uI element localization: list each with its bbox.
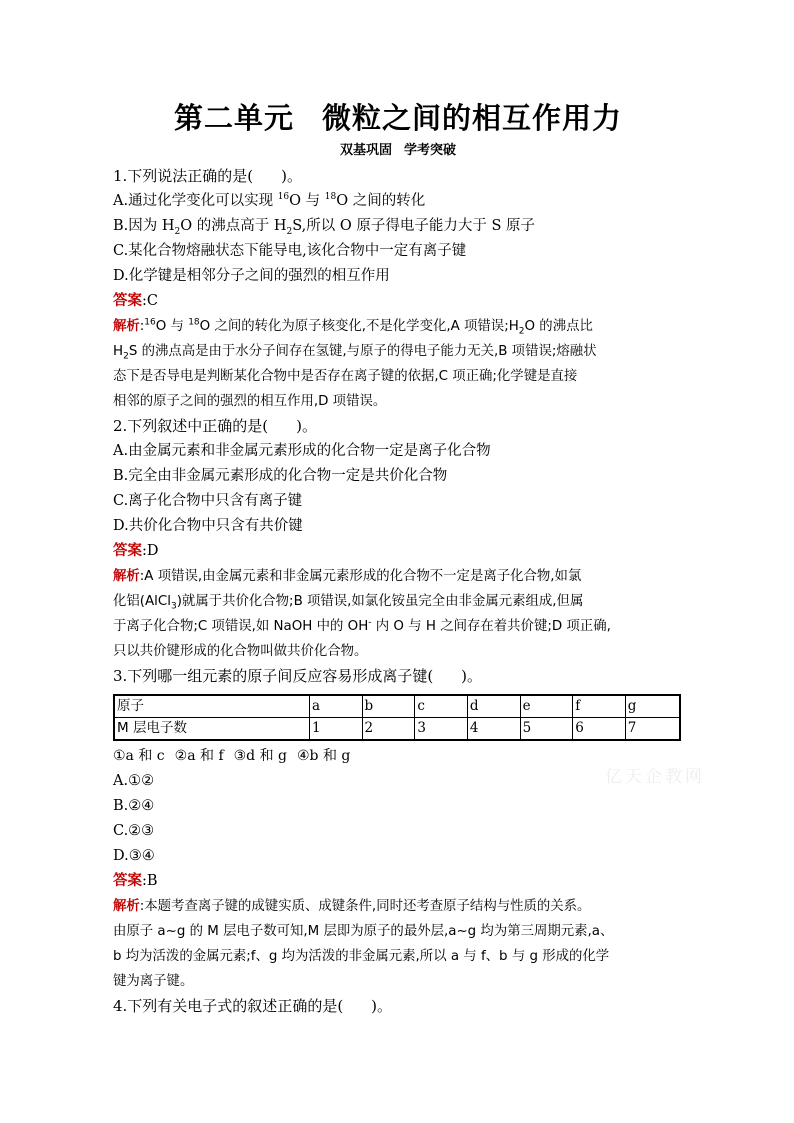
analysis-line: 键为离子键。	[113, 974, 194, 989]
choice-item: ②a 和 f	[174, 748, 224, 764]
answer-line	[113, 869, 683, 894]
option-d: D.化学键是相邻分子之间的强烈的相互作用	[113, 268, 390, 284]
table-cell: c	[415, 695, 468, 718]
option-b: B.因为 $H_2O$ 的沸点高于 $H_2S$,所以 O 原子得电子能力大于 S 原子	[113, 218, 536, 237]
question-stem: 4.下列有关电子式的叙述正确的是( )。	[113, 997, 393, 1015]
analysis-line: 解析:$^{16}$O 与 $^{18}$O 之间的转化为原子核变化,不是化学变化,A 项错误$;H_2O$ 的沸点比	[113, 317, 593, 337]
answer-label: 答案	[113, 543, 142, 559]
table-cell: b	[362, 695, 415, 718]
analysis-block	[113, 564, 683, 664]
analysis-line: 于离子化合物;C 项错误,如 NaOH 中的 OH- 内 O 与 H 之间存在着共价键;D 项正确,	[113, 617, 611, 634]
option-a: A.由金属元素和非金属元素形成的化合物一定是离子化合物	[113, 443, 491, 459]
option-c: C.离子化合物中只含有离子键	[113, 493, 303, 509]
analysis-line: 相邻的原子之间的强烈的相互作用,D 项错误。	[113, 394, 387, 409]
choice-item: ③d 和 g	[233, 748, 287, 764]
question-stem: 3.下列哪一组元素的原子间反应容易形成离子键( )。	[113, 667, 483, 685]
analysis-block	[113, 314, 683, 414]
table-cell: 原子	[114, 695, 310, 718]
option-a: A.通过化学变化可以实现 $^{16}$O 与 $^{18}$O 之间的转化	[113, 192, 426, 209]
analysis-block	[113, 894, 683, 994]
choice-item: ①a 和 c	[113, 748, 165, 764]
option-d: D.共价化合物中只含有共价键	[113, 518, 303, 534]
analysis-label: 解析	[113, 569, 140, 584]
option-c: C.某化合物熔融状态下能导电,该化合物中一定有离子键	[113, 243, 467, 259]
answer-value: :D	[142, 543, 159, 559]
table-cell: M 层电子数	[114, 718, 310, 741]
analysis-line: 解析:本题考查离子键的成键实质、成键条件,同时还考查原子结构与性质的关系。	[113, 899, 591, 914]
question-4	[113, 994, 683, 1019]
table-cell: 6	[573, 718, 626, 741]
title-topic: 微粒之间的相互作用力	[322, 101, 623, 135]
watermark: 亿天企教网	[605, 767, 705, 787]
table-cell: e	[520, 695, 573, 718]
table-cell: 4	[467, 718, 520, 741]
answer-line	[113, 539, 683, 564]
option-b: B.完全由非金属元素形成的化合物一定是共价化合物	[113, 468, 448, 484]
table-header-row	[114, 695, 680, 718]
answer-label: 答案	[113, 873, 142, 889]
question-stem: 1.下列说法正确的是( )。	[113, 167, 303, 185]
answer-label: 答案	[113, 293, 142, 309]
analysis-label: 解析	[113, 899, 140, 914]
choice-list	[113, 744, 683, 769]
analysis-line: 态下是否导电是判断某化合物中是否存在离子键的依据,C 项正确;化学键是直接	[113, 369, 578, 384]
question-3	[113, 664, 683, 994]
table-cell: d	[467, 695, 520, 718]
option-d: D.③④	[113, 848, 155, 864]
analysis-label: 解析	[113, 319, 140, 334]
subtitle-right: 学考突破	[404, 143, 457, 158]
analysis-line: 由原子 a~g 的 M 层电子数可知,M 层即为原子的最外层,a~g 均为第三周期元素,a、	[113, 924, 614, 939]
question-2	[113, 414, 683, 664]
answer-line	[113, 289, 683, 314]
option-a: A.①②	[113, 773, 155, 789]
table-cell: f	[573, 695, 626, 718]
electron-table	[113, 694, 681, 741]
answer-value: :C	[142, 293, 158, 309]
analysis-line: 化铝(AlCl$_3$)就属于共价化合物;B 项错误,如氯化铵虽完全由非金属元素组成,但属	[113, 594, 584, 612]
analysis-line: 解析:A 项错误,由金属元素和非金属元素形成的化合物不一定是离子化合物,如氯	[113, 569, 582, 584]
analysis-line: 只以共价键形成的化合物叫做共价化合物。	[113, 644, 368, 659]
analysis-line: $H_2S$ 的沸点高是由于水分子间存在氢键,与原子的得电子能力无关,B 项错误;熔融状	[113, 344, 597, 362]
page-subtitle	[113, 140, 683, 162]
choice-item: ④b 和 g	[297, 748, 351, 764]
analysis-line: b 均为活泼的金属元素;f、g 均为活泼的非金属元素,所以 a 与 f、b 与 g 形成的化学	[113, 949, 610, 964]
table-cell: 2	[362, 718, 415, 741]
question-stem: 2.下列叙述中正确的是( )。	[113, 417, 318, 435]
table-cell: 5	[520, 718, 573, 741]
question-1	[113, 164, 683, 414]
table-row	[114, 718, 680, 741]
table-cell: 1	[310, 718, 363, 741]
option-b: B.②④	[113, 798, 155, 814]
table-cell: g	[625, 695, 680, 718]
page-title	[113, 96, 683, 140]
table-cell: 3	[415, 718, 468, 741]
answer-value: :B	[142, 873, 158, 889]
table-cell: 7	[625, 718, 680, 741]
document-page	[113, 96, 683, 1019]
subtitle-left: 双基巩固	[339, 143, 392, 158]
table-cell: a	[310, 695, 363, 718]
title-unit: 第二单元	[173, 101, 294, 135]
option-c: C.②③	[113, 823, 155, 839]
